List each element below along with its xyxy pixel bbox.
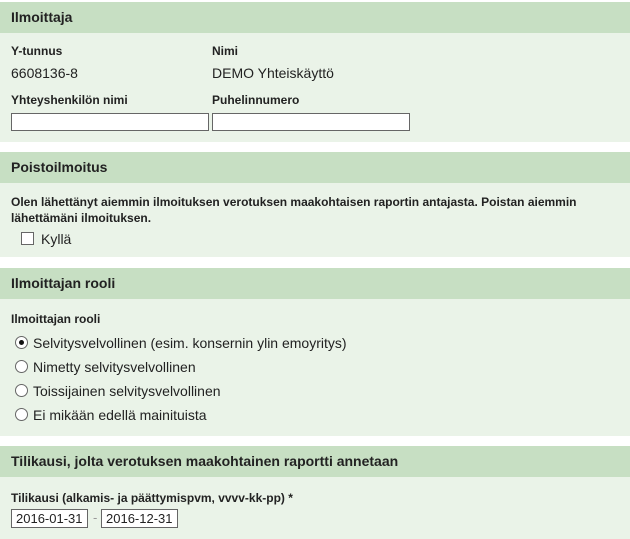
rooli-radio-toissijainen[interactable] (15, 384, 28, 397)
tilikausi-header: Tilikausi, jolta verotuksen maakohtainen raportti annetaan (0, 446, 630, 477)
poisto-checkbox-label[interactable]: Kyllä (41, 231, 72, 247)
rooli-field-label: Ilmoittajan rooli (11, 312, 101, 326)
poisto-checkbox[interactable] (21, 232, 34, 245)
ilmoittaja-section (0, 2, 630, 142)
yhteyshenkilo-label: Yhteyshenkilön nimi (11, 93, 128, 107)
rooli-option-label[interactable]: Ei mikään edellä mainituista (33, 407, 207, 423)
puhelin-input[interactable] (212, 113, 410, 131)
ytunnus-value: 6608136-8 (11, 65, 78, 81)
poistoilmoitus-section (0, 152, 630, 257)
rooli-option-label[interactable]: Nimetty selvitysvelvollinen (33, 359, 196, 375)
poistoilmoitus-description: Olen lähettänyt aiemmin ilmoituksen verotuksen maakohtaisen raportin antajasta. Poistan aiemmin lähettämäni ilmoituksen. (11, 195, 577, 225)
rooli-option-label[interactable]: Toissijainen selvitysvelvollinen (33, 383, 221, 399)
ytunnus-label: Y-tunnus (11, 44, 63, 58)
tilikausi-section (0, 446, 630, 539)
tilikausi-start-input[interactable]: 2016-01-31 (11, 509, 88, 528)
rooli-radio-nimetty[interactable] (15, 360, 28, 373)
poistoilmoitus-header: Poistoilmoitus (0, 152, 630, 183)
rooli-radio-ei-mikaan[interactable] (15, 408, 28, 421)
yhteyshenkilo-input[interactable] (11, 113, 209, 131)
rooli-header: Ilmoittajan rooli (0, 268, 630, 299)
tilikausi-field-label: Tilikausi (alkamis- ja päättymispvm, vvvv-kk-pp) * (11, 491, 293, 505)
nimi-value: DEMO Yhteiskäyttö (212, 65, 334, 81)
ilmoittaja-header: Ilmoittaja (0, 2, 630, 33)
rooli-option-label[interactable]: Selvitysvelvollinen (esim. konsernin ylin emoyritys) (33, 335, 347, 351)
rooli-radio-selvitysvelvollinen[interactable] (15, 336, 28, 349)
date-separator: - (93, 510, 98, 525)
rooli-section (0, 268, 630, 436)
tilikausi-end-input[interactable]: 2016-12-31 (101, 509, 178, 528)
puhelin-label: Puhelinnumero (212, 93, 300, 107)
nimi-label: Nimi (212, 44, 239, 58)
